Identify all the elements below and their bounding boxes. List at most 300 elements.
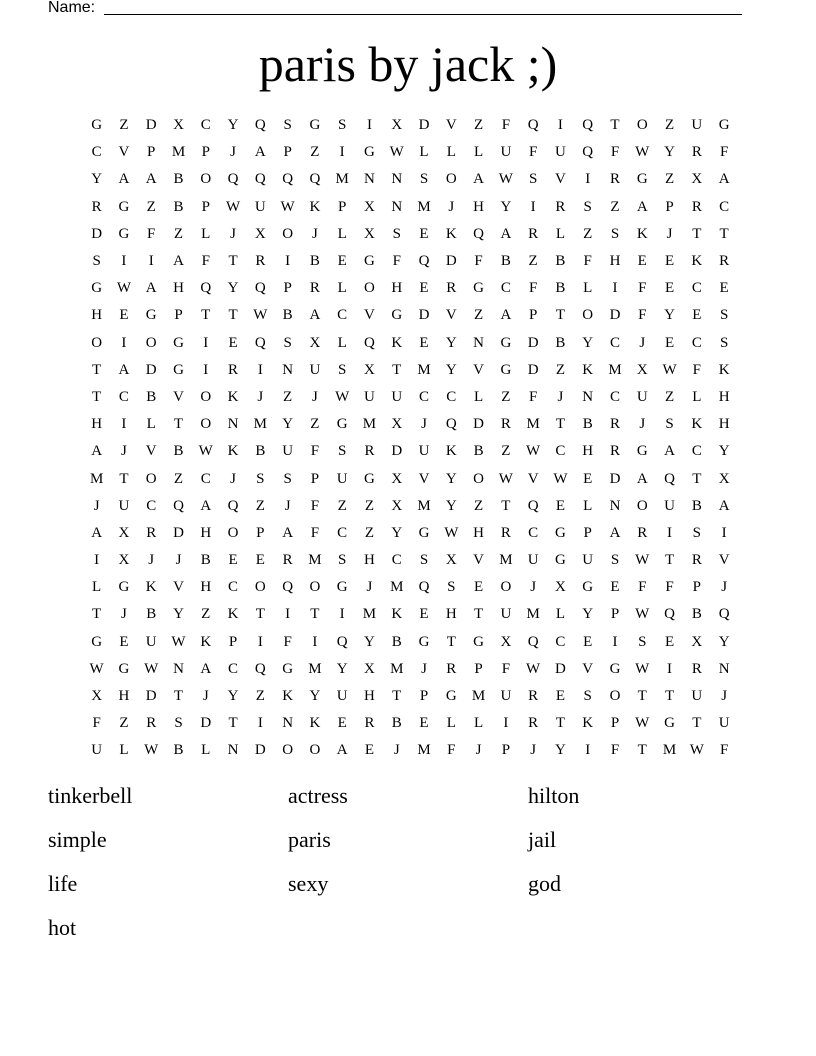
grid-letter: F — [147, 225, 156, 242]
grid-letter: B — [473, 443, 484, 460]
grid-row — [83, 656, 738, 683]
grid-letter: V — [473, 552, 484, 569]
grid-letter: T — [228, 715, 238, 732]
grid-letter: X — [445, 552, 457, 569]
grid-letter: T — [610, 117, 620, 134]
grid-letter: Z — [119, 117, 129, 134]
grid-letter: C — [337, 307, 348, 324]
letter-grid — [83, 112, 738, 765]
grid-letter: E — [419, 715, 429, 732]
grid-letter: M — [417, 742, 431, 759]
grid-letter: R — [309, 280, 320, 297]
grid-letter: J — [421, 416, 427, 433]
grid-row — [83, 520, 738, 547]
grid-letter: Q — [173, 497, 184, 514]
grid-letter: I — [667, 660, 673, 677]
grid-letter: F — [610, 144, 620, 161]
grid-letter: P — [474, 660, 483, 677]
grid-letter: O — [636, 497, 648, 514]
grid-letter: O — [500, 579, 512, 596]
grid-letter: S — [719, 307, 729, 324]
grid-letter: D — [418, 307, 430, 324]
grid-letter: G — [391, 307, 403, 324]
grid-letter: W — [498, 470, 513, 487]
grid-letter: Z — [583, 225, 593, 242]
grid-letter: L — [201, 742, 211, 759]
grid-letter: S — [638, 633, 647, 650]
grid-letter: J — [721, 688, 728, 705]
grid-letter: X — [691, 171, 703, 188]
grid-letter: J — [311, 225, 318, 242]
grid-letter: Y — [227, 117, 239, 134]
grid-letter: V — [364, 307, 375, 324]
grid-letter: C — [200, 470, 211, 487]
grid-letter: I — [339, 606, 345, 623]
grid-letter: R — [500, 524, 511, 541]
grid-letter: G — [500, 361, 512, 378]
grid-letter: V — [145, 443, 157, 460]
grid-letter: O — [309, 579, 321, 596]
grid-letter: G — [173, 334, 184, 351]
grid-letter: Q — [718, 606, 730, 623]
grid-letter: F — [528, 144, 538, 161]
grid-letter: I — [203, 361, 209, 378]
grid-letter: L — [92, 579, 102, 596]
grid-letter: H — [445, 606, 457, 623]
grid-letter: Z — [337, 497, 347, 514]
grid-letter: J — [639, 416, 646, 433]
grid-letter: U — [282, 443, 294, 460]
grid-letter: J — [666, 225, 673, 242]
grid-letter: Z — [528, 253, 538, 270]
grid-letter: F — [692, 361, 701, 378]
grid-letter: O — [282, 225, 294, 242]
grid-letter: J — [421, 660, 427, 677]
grid-letter: H — [118, 688, 130, 705]
grid-letter: X — [391, 416, 403, 433]
grid-letter: L — [583, 280, 593, 297]
grid-letter: X — [118, 552, 130, 569]
grid-letter: K — [200, 633, 212, 650]
grid-letter: G — [118, 198, 130, 215]
grid-letter: Y — [309, 688, 321, 705]
grid-letter: F — [583, 253, 592, 270]
grid-letter: Y — [336, 660, 348, 677]
grid-letter: Y — [718, 443, 730, 460]
grid-letter: J — [475, 742, 482, 759]
grid-letter: O — [582, 307, 594, 324]
grid-letter: G — [173, 361, 184, 378]
grid-letter: Z — [119, 715, 129, 732]
grid-letter: X — [364, 198, 375, 215]
grid-letter: J — [257, 388, 264, 405]
grid-letter: R — [446, 280, 457, 297]
grid-letter: H — [173, 280, 184, 297]
grid-letter: M — [526, 416, 540, 433]
grid-letter: R — [719, 253, 730, 270]
grid-letter: J — [393, 742, 400, 759]
grid-letter: F — [92, 715, 101, 732]
grid-letter: V — [173, 579, 184, 596]
word-list-item: life — [48, 871, 78, 896]
grid-letter: T — [637, 688, 647, 705]
grid-letter: D — [473, 416, 484, 433]
grid-letter: M — [362, 606, 377, 623]
grid-letter: E — [555, 688, 565, 705]
grid-letter: J — [448, 198, 455, 215]
grid-letter: M — [171, 144, 186, 161]
grid-letter: I — [121, 334, 127, 351]
grid-letter: I — [285, 606, 291, 623]
grid-letter: A — [500, 225, 512, 242]
grid-letter: O — [364, 280, 375, 297]
grid-letter: A — [636, 470, 648, 487]
grid-letter: W — [171, 633, 186, 650]
grid-letter: I — [285, 253, 291, 270]
grid-letter: U — [555, 144, 566, 161]
grid-letter: G — [364, 253, 375, 270]
grid-letter: S — [174, 715, 183, 732]
grid-letter: O — [309, 742, 321, 759]
grid-letter: W — [389, 144, 404, 161]
grid-letter: R — [691, 552, 702, 569]
grid-letter: Q — [582, 144, 594, 161]
grid-letter: A — [718, 497, 730, 514]
grid-letter: T — [92, 606, 102, 623]
grid-letter: X — [309, 334, 321, 351]
grid-letter: A — [718, 171, 730, 188]
grid-letter: H — [473, 198, 484, 215]
grid-letter: R — [691, 144, 702, 161]
grid-letter: C — [446, 388, 457, 405]
grid-letter: O — [200, 388, 212, 405]
grid-letter: G — [418, 524, 430, 541]
grid-letter: M — [471, 688, 486, 705]
grid-letter: Z — [610, 198, 620, 215]
grid-letter: L — [446, 144, 456, 161]
grid-row — [83, 194, 738, 221]
grid-letter: Q — [527, 633, 539, 650]
grid-letter: B — [146, 388, 157, 405]
grid-letter: J — [175, 552, 182, 569]
name-underline — [104, 14, 742, 15]
grid-letter: W — [689, 742, 704, 759]
page-title: paris by jack ;) — [258, 36, 558, 92]
grid-letter: B — [282, 307, 293, 324]
grid-letter: O — [636, 117, 648, 134]
grid-letter: B — [691, 497, 702, 514]
grid-letter: Y — [445, 470, 457, 487]
grid-letter: D — [527, 361, 539, 378]
grid-letter: O — [200, 171, 212, 188]
grid-letter: J — [530, 579, 537, 596]
grid-letter: Q — [309, 171, 321, 188]
grid-letter: Z — [255, 497, 265, 514]
grid-letter: Z — [255, 688, 265, 705]
grid-letter: Q — [282, 171, 294, 188]
grid-letter: G — [609, 660, 621, 677]
grid-letter: A — [282, 524, 294, 541]
grid-letter: W — [444, 524, 459, 541]
grid-letter: T — [228, 253, 238, 270]
grid-letter: R — [528, 225, 539, 242]
grid-letter: U — [691, 688, 703, 705]
grid-letter: A — [664, 443, 675, 460]
grid-letter: Z — [310, 144, 320, 161]
grid-letter: N — [609, 497, 621, 514]
word-list-item: paris — [288, 827, 331, 852]
grid-letter: T — [692, 225, 702, 242]
grid-letter: A — [473, 171, 484, 188]
grid-letter: D — [609, 307, 621, 324]
grid-letter: M — [89, 470, 104, 487]
grid-letter: V — [473, 361, 484, 378]
grid-letter: L — [337, 280, 347, 297]
grid-letter: P — [201, 144, 210, 161]
grid-letter: R — [555, 198, 566, 215]
grid-row — [83, 629, 738, 656]
grid-letter: X — [254, 225, 266, 242]
grid-row — [83, 601, 738, 628]
grid-letter: O — [91, 334, 103, 351]
grid-letter: B — [582, 416, 593, 433]
grid-letter: M — [390, 579, 404, 596]
grid-letter: X — [118, 524, 130, 541]
grid-letter: H — [200, 524, 212, 541]
grid-letter: L — [473, 388, 484, 405]
grid-letter: C — [555, 633, 566, 650]
grid-letter: L — [337, 225, 347, 242]
grid-row — [83, 493, 738, 520]
grid-letter: A — [91, 524, 103, 541]
grid-letter: H — [364, 688, 375, 705]
grid-letter: R — [691, 660, 702, 677]
grid-letter: S — [610, 552, 620, 569]
grid-letter: P — [256, 524, 265, 541]
grid-letter: F — [201, 253, 210, 270]
grid-letter: M — [417, 361, 431, 378]
grid-letter: M — [308, 552, 322, 569]
grid-letter: I — [121, 253, 127, 270]
grid-row — [83, 411, 738, 438]
grid-letter: G — [636, 443, 648, 460]
grid-letter: V — [118, 144, 130, 161]
grid-letter: K — [227, 606, 239, 623]
grid-letter: R — [528, 688, 539, 705]
grid-letter: G — [91, 280, 103, 297]
grid-letter: W — [116, 280, 131, 297]
grid-letter: Z — [555, 361, 565, 378]
grid-letter: H — [718, 388, 730, 405]
grid-letter: I — [585, 171, 591, 188]
word-list-item: sexy — [288, 871, 329, 896]
grid-letter: O — [200, 416, 212, 433]
grid-letter: Q — [227, 171, 239, 188]
grid-letter: S — [338, 117, 347, 134]
grid-letter: V — [555, 171, 566, 188]
grid-letter: T — [555, 715, 565, 732]
grid-letter: U — [118, 497, 130, 514]
grid-letter: X — [391, 117, 403, 134]
grid-letter: U — [91, 742, 103, 759]
grid-letter: L — [692, 388, 702, 405]
grid-letter: T — [255, 606, 265, 623]
grid-letter: S — [719, 334, 729, 351]
grid-letter: E — [419, 334, 429, 351]
grid-letter: Q — [254, 280, 266, 297]
grid-letter: S — [283, 470, 292, 487]
grid-letter: J — [639, 334, 646, 351]
grid-letter: P — [201, 198, 210, 215]
grid-letter: M — [335, 171, 349, 188]
grid-letter: G — [555, 552, 566, 569]
grid-letter: W — [144, 742, 159, 759]
grid-letter: D — [200, 715, 212, 732]
grid-letter: F — [719, 742, 729, 759]
grid-letter: U — [364, 388, 375, 405]
grid-row — [83, 166, 738, 193]
grid-letter: O — [145, 334, 157, 351]
grid-letter: H — [582, 443, 594, 460]
grid-letter: N — [173, 660, 184, 677]
grid-letter: B — [146, 606, 157, 623]
grid-letter: U — [254, 198, 266, 215]
grid-letter: I — [257, 361, 263, 378]
grid-letter: E — [719, 280, 729, 297]
grid-letter: M — [417, 198, 431, 215]
grid-letter: T — [310, 606, 320, 623]
grid-letter: J — [121, 443, 127, 460]
grid-letter: E — [555, 497, 565, 514]
grid-letter: E — [692, 307, 702, 324]
grid-letter: I — [257, 633, 263, 650]
grid-letter: I — [257, 715, 263, 732]
grid-letter: L — [119, 742, 129, 759]
grid-letter: A — [91, 443, 103, 460]
grid-letter: I — [667, 524, 673, 541]
grid-letter: C — [528, 524, 539, 541]
grid-letter: O — [282, 742, 294, 759]
grid-letter: G — [118, 660, 130, 677]
grid-letter: R — [255, 253, 266, 270]
grid-letter: B — [173, 443, 184, 460]
grid-letter: Y — [364, 633, 375, 650]
grid-letter: A — [309, 307, 321, 324]
grid-letter: V — [418, 470, 430, 487]
grid-letter: L — [473, 144, 484, 161]
grid-letter: G — [473, 280, 484, 297]
grid-letter: F — [474, 253, 483, 270]
grid-letter: E — [583, 470, 593, 487]
grid-letter: F — [501, 660, 511, 677]
grid-letter: E — [583, 633, 593, 650]
grid-letter: T — [119, 470, 129, 487]
grid-letter: Q — [254, 171, 266, 188]
grid-letter: R — [364, 715, 375, 732]
grid-letter: A — [500, 307, 512, 324]
grid-letter: S — [283, 117, 292, 134]
grid-letter: I — [339, 144, 345, 161]
grid-letter: X — [364, 660, 375, 677]
grid-letter: W — [526, 443, 541, 460]
grid-letter: G — [473, 633, 484, 650]
grid-row — [83, 737, 738, 764]
grid-letter: J — [557, 388, 564, 405]
grid-letter: W — [225, 198, 241, 215]
grid-letter: F — [719, 144, 729, 161]
grid-letter: C — [228, 660, 239, 677]
grid-letter: N — [473, 334, 484, 351]
grid-letter: N — [391, 171, 403, 188]
grid-row — [83, 683, 738, 710]
grid-letter: Y — [227, 688, 239, 705]
grid-row — [83, 302, 738, 329]
grid-letter: B — [391, 633, 402, 650]
grid-letter: C — [118, 388, 129, 405]
grid-letter: G — [418, 633, 430, 650]
grid-letter: I — [121, 416, 127, 433]
grid-letter: E — [664, 280, 675, 297]
grid-letter: B — [555, 280, 566, 297]
grid-letter: D — [555, 660, 566, 677]
grid-letter: K — [636, 225, 648, 242]
grid-letter: N — [718, 660, 730, 677]
grid-letter: O — [609, 688, 621, 705]
grid-letter: S — [256, 470, 265, 487]
grid-letter: G — [555, 524, 566, 541]
grid-row — [83, 547, 738, 574]
grid-letter: U — [309, 361, 321, 378]
grid-letter: N — [282, 361, 294, 378]
grid-letter: R — [609, 443, 620, 460]
grid-letter: N — [227, 416, 239, 433]
word-list-item: god — [528, 871, 561, 896]
grid-letter: W — [89, 660, 104, 677]
grid-letter: Q — [527, 117, 539, 134]
grid-letter: V — [445, 307, 457, 324]
grid-letter: T — [392, 361, 402, 378]
grid-row — [83, 330, 738, 357]
grid-letter: W — [335, 388, 350, 405]
name-field — [48, 0, 742, 18]
grid-letter: L — [555, 225, 565, 242]
grid-letter: W — [553, 470, 568, 487]
grid-letter: C — [391, 552, 402, 569]
grid-letter: K — [391, 606, 403, 623]
grid-letter: F — [310, 497, 320, 514]
grid-letter: I — [721, 524, 727, 541]
grid-letter: E — [610, 579, 620, 596]
grid-letter: S — [419, 171, 429, 188]
grid-letter: M — [390, 660, 404, 677]
grid-letter: R — [146, 524, 157, 541]
grid-letter: D — [527, 334, 539, 351]
grid-letter: G — [336, 416, 348, 433]
word-list-item: hot — [48, 915, 77, 940]
grid-letter: M — [308, 660, 322, 677]
grid-letter: H — [718, 416, 730, 433]
grid-letter: T — [92, 361, 102, 378]
grid-letter: D — [173, 524, 184, 541]
grid-letter: Z — [146, 198, 156, 215]
grid-letter: G — [91, 117, 103, 134]
grid-letter: Q — [282, 579, 294, 596]
grid-letter: V — [173, 388, 184, 405]
grid-letter: U — [718, 715, 730, 732]
grid-letter: T — [446, 633, 456, 650]
grid-letter: P — [310, 470, 320, 487]
grid-letter: C — [228, 579, 239, 596]
